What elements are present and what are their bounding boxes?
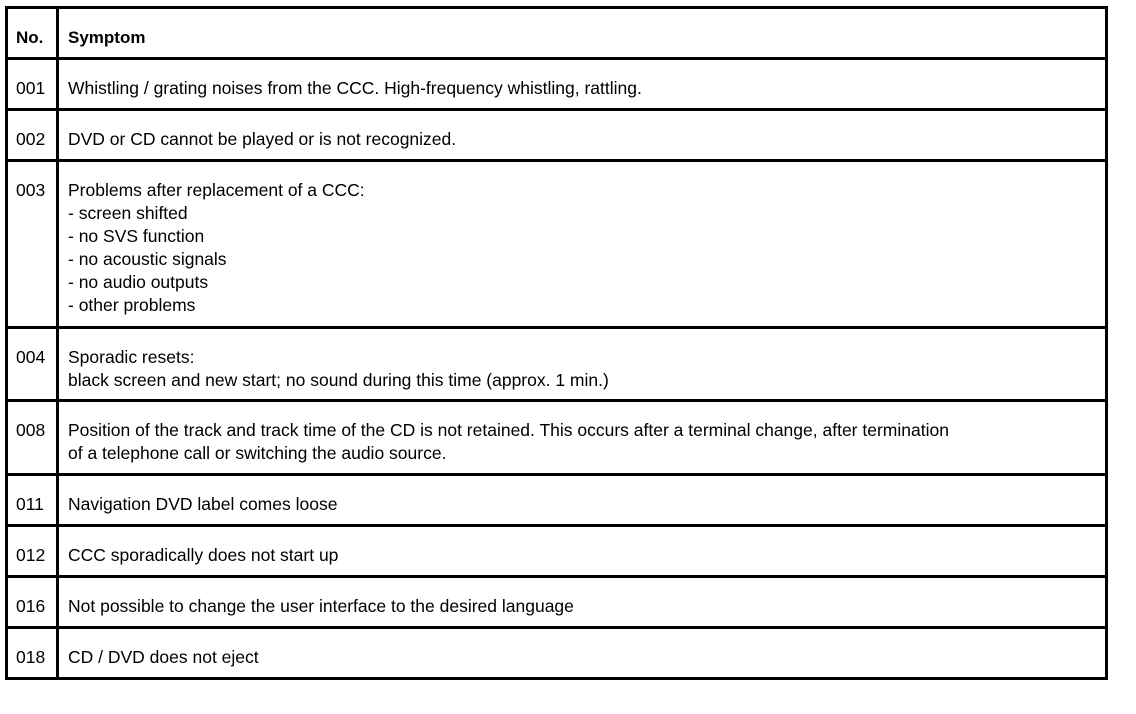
row-number-cell <box>7 628 58 679</box>
row-number-cell <box>7 577 58 628</box>
symptom-line: Whistling / grating noises from the CCC. High-frequency whistling, rattling. <box>68 78 642 98</box>
symptom-cell <box>58 628 1107 679</box>
symptom-line: - other problems <box>68 295 196 315</box>
row-number-cell <box>7 110 58 161</box>
table-row <box>7 401 1107 475</box>
symptom-line: CCC sporadically does not start up <box>68 545 339 565</box>
symptom-line: CD / DVD does not eject <box>68 647 259 667</box>
row-number: 016 <box>16 596 46 616</box>
row-number-cell <box>7 328 58 401</box>
symptom-line: - no acoustic signals <box>68 249 227 269</box>
row-number-cell <box>7 475 58 526</box>
symptom-line: Sporadic resets: <box>68 347 195 367</box>
row-number-cell <box>7 59 58 110</box>
symptom-cell <box>58 475 1107 526</box>
symptom-line: - screen shifted <box>68 203 188 223</box>
row-number: 008 <box>16 420 46 440</box>
header-no-label: No. <box>16 28 44 47</box>
table-row <box>7 475 1107 526</box>
table-row <box>7 577 1107 628</box>
symptom-cell <box>58 59 1107 110</box>
table-row <box>7 628 1107 679</box>
row-number: 003 <box>16 180 46 200</box>
symptom-cell <box>58 401 1107 475</box>
header-symptom <box>58 8 1107 59</box>
symptom-line: - no SVS function <box>68 226 205 246</box>
row-number-cell <box>7 401 58 475</box>
table-row <box>7 110 1107 161</box>
row-number: 002 <box>16 129 46 149</box>
symptom-line: Navigation DVD label comes loose <box>68 494 338 514</box>
symptom-cell <box>58 161 1107 328</box>
row-number: 012 <box>16 545 46 565</box>
table-row <box>7 328 1107 401</box>
header-symptom-label: Symptom <box>68 28 146 47</box>
symptom-table-container <box>5 6 1105 680</box>
header-no <box>7 8 58 59</box>
row-number-cell <box>7 526 58 577</box>
row-number-cell <box>7 161 58 328</box>
table-row <box>7 161 1107 328</box>
row-number: 001 <box>16 78 46 98</box>
symptom-line: of a telephone call or switching the audio source. <box>68 443 447 463</box>
symptom-line: black screen and new start; no sound during this time (approx. 1 min.) <box>68 370 609 390</box>
symptom-line: Problems after replacement of a CCC: <box>68 180 365 200</box>
table-row <box>7 526 1107 577</box>
symptom-cell <box>58 110 1107 161</box>
table-header-row <box>7 8 1107 59</box>
symptom-cell <box>58 577 1107 628</box>
row-number: 018 <box>16 647 46 667</box>
symptom-cell <box>58 526 1107 577</box>
symptom-cell <box>58 328 1107 401</box>
table-row <box>7 59 1107 110</box>
symptom-line: Not possible to change the user interface to the desired language <box>68 596 574 616</box>
symptom-line: - no audio outputs <box>68 272 209 292</box>
symptom-line: Position of the track and track time of the CD is not retained. This occurs after a terminal change, after termination <box>68 420 949 440</box>
symptom-line: DVD or CD cannot be played or is not recognized. <box>68 129 457 149</box>
symptom-table <box>5 6 1108 680</box>
row-number: 011 <box>16 494 44 514</box>
row-number: 004 <box>16 347 46 367</box>
